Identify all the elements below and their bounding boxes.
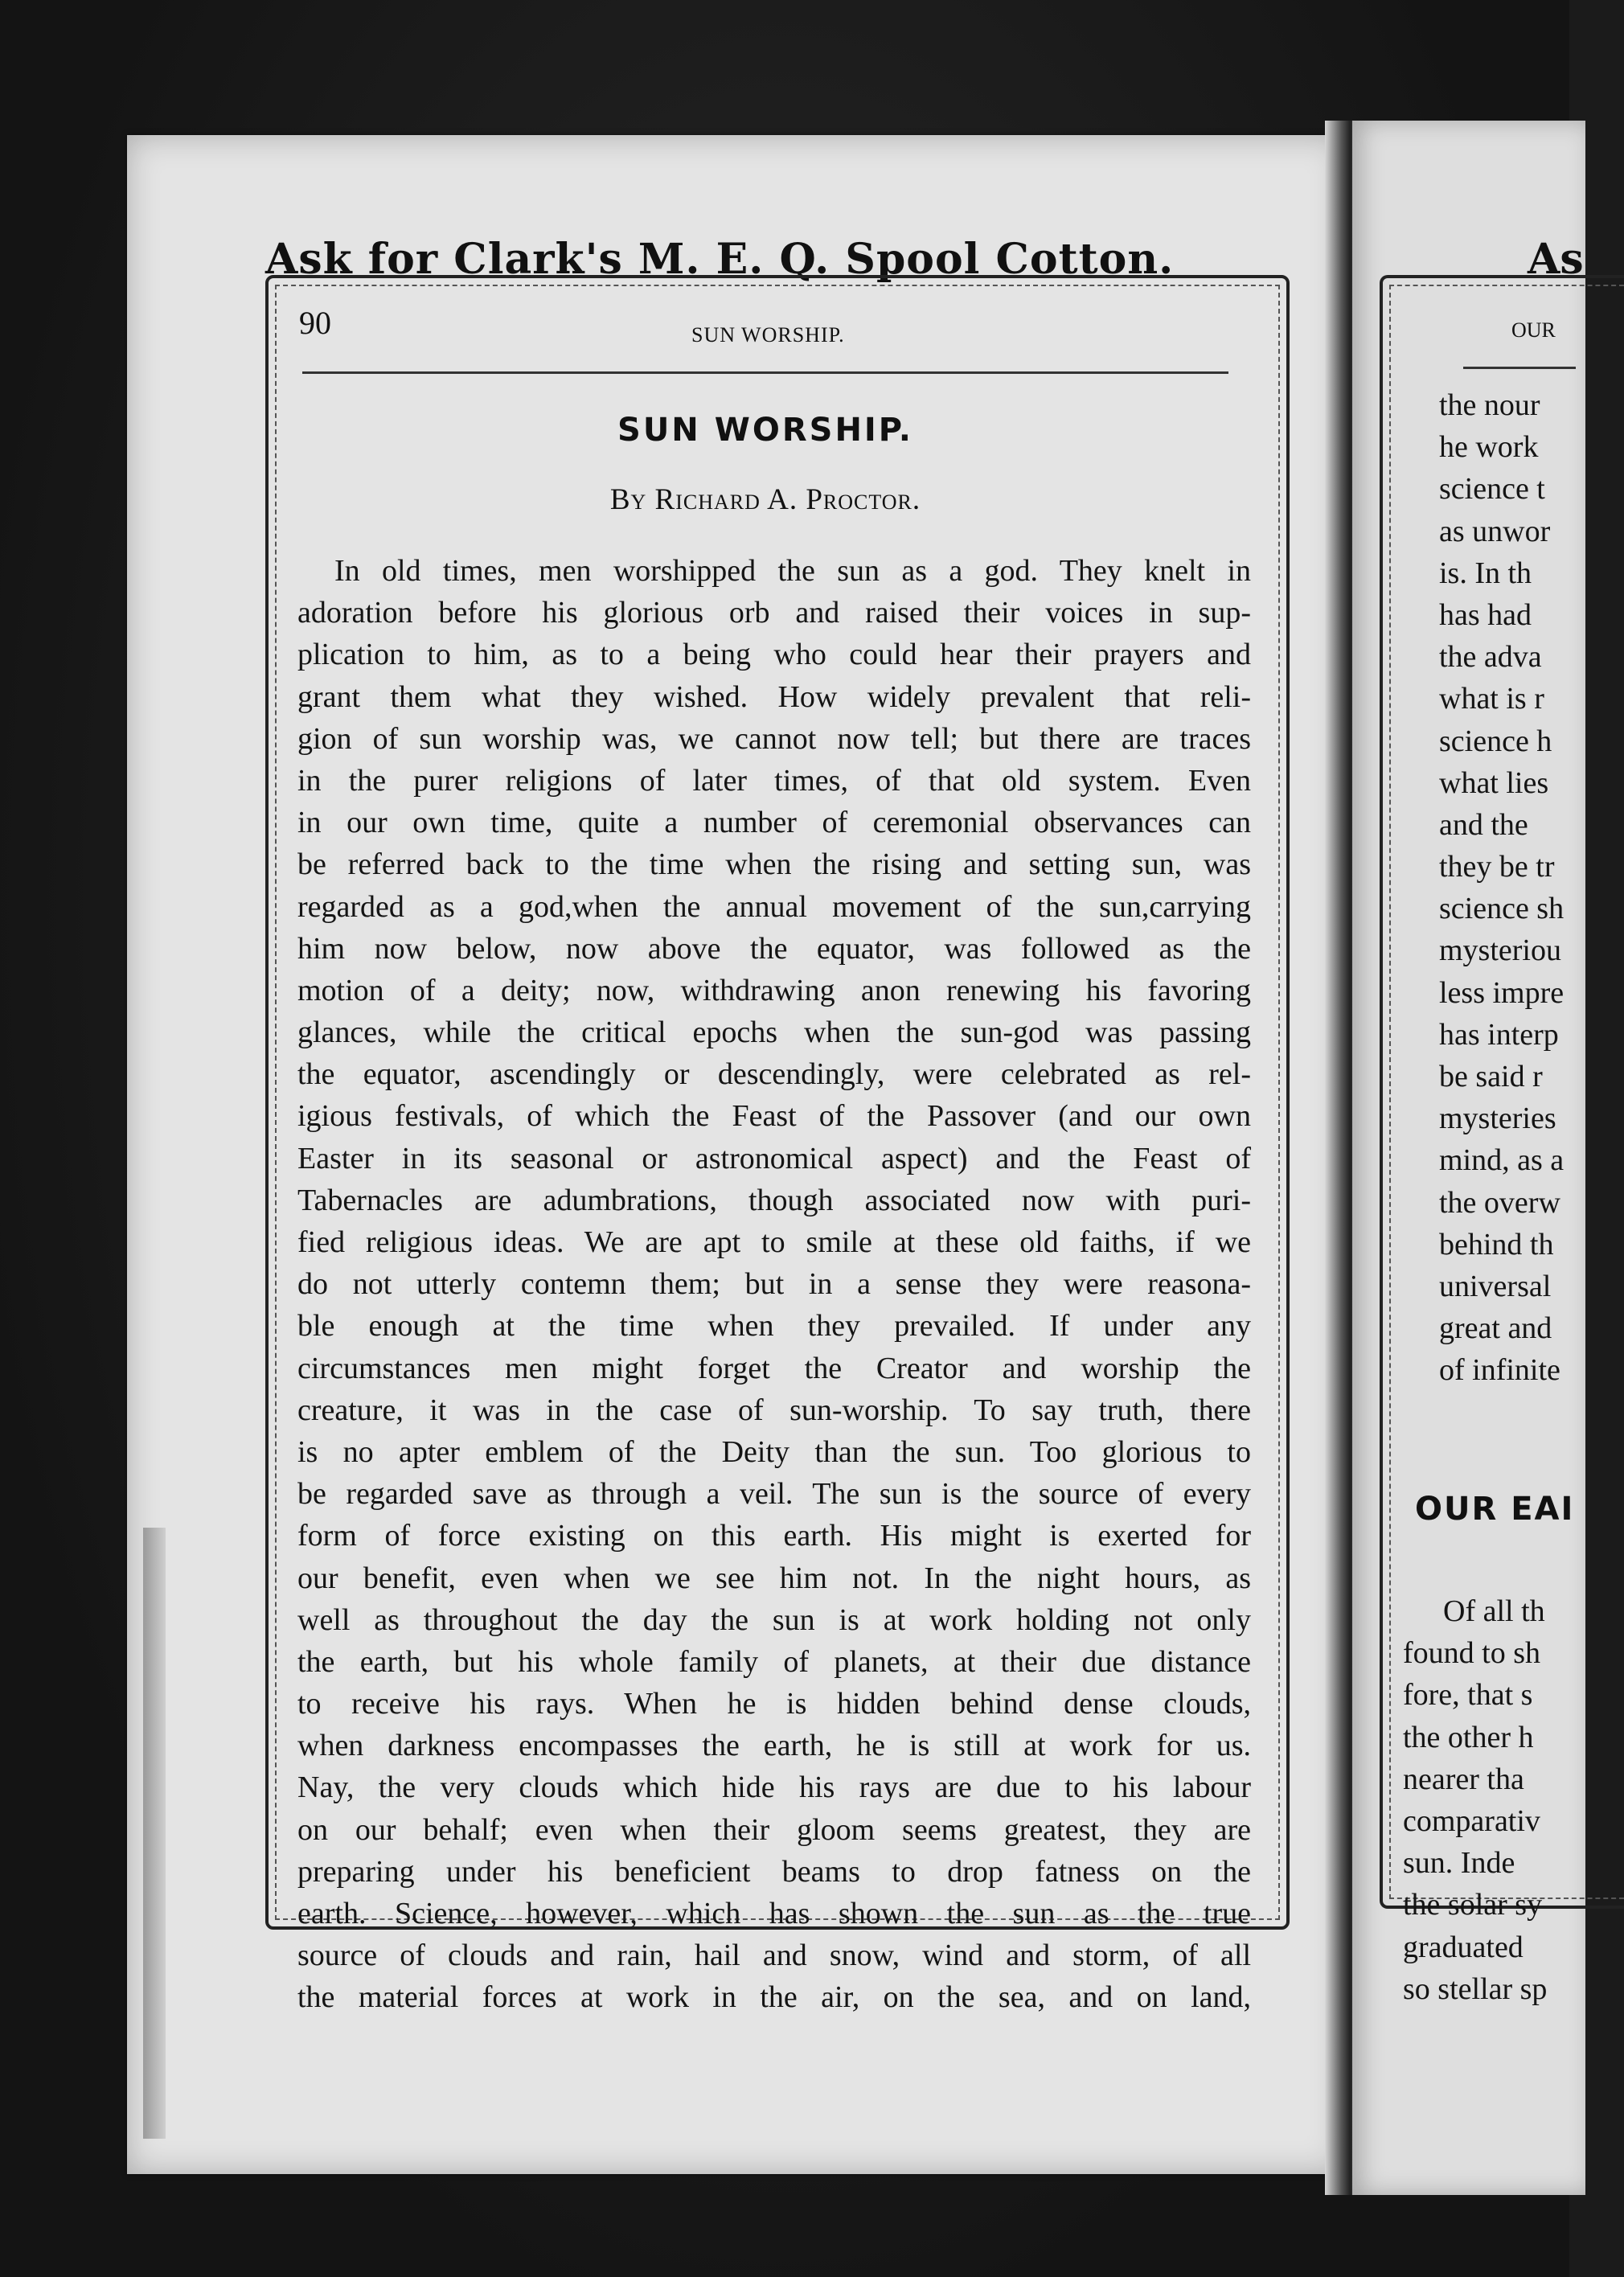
text-line: universal — [1439, 1269, 1552, 1303]
text-line: sun. Inde — [1403, 1846, 1515, 1881]
text-line: the equator, ascendingly or descendingly, were celebrated as rel- — [297, 1057, 1251, 1092]
text-line: him now below, now above the equator, was followed as the — [297, 931, 1251, 966]
text-line: of infinite — [1439, 1353, 1560, 1388]
text-line: fore, that s — [1403, 1678, 1533, 1713]
text-line: Nay, the very clouds which hide his rays are due to his labour — [297, 1770, 1251, 1805]
text-line: preparing under his beneficient beams to drop fatness on the — [297, 1854, 1251, 1889]
text-line: adoration before his glorious orb and raised their voices in sup- — [297, 596, 1251, 630]
text-line: be regarded save as through a veil. The sun is the source of every — [297, 1477, 1251, 1512]
text-line: comparativ — [1403, 1803, 1540, 1838]
text-line: as unwor — [1439, 514, 1551, 548]
text-line: source of clouds and rain, hail and snow, wind and storm, of all — [297, 1939, 1251, 1973]
running-head: SUN WORSHIP. — [691, 323, 845, 347]
text-line: mysteriou — [1439, 933, 1561, 968]
text-line: the earth, but his whole family of planets, at their due distance — [297, 1644, 1251, 1679]
text-line: Easter in its seasonal or astronomical aspect) and the Feast of — [297, 1141, 1251, 1175]
text-line: when darkness encompasses the earth, he is still at work for us. — [297, 1729, 1251, 1763]
text-line: grant them what they wished. How widely prevalent that reli- — [297, 679, 1251, 714]
text-line: has had — [1439, 597, 1532, 632]
text-line: has interp — [1439, 1017, 1559, 1052]
text-line: glances, while the critical epochs when the sun-god was passing — [297, 1015, 1251, 1050]
text-line: Tabernacles are adumbrations, though associated now with puri- — [297, 1183, 1251, 1217]
text-line: regarded as a god,when the annual movement of the sun,carrying — [297, 889, 1251, 924]
text-line: the solar sy — [1403, 1888, 1543, 1922]
text-line: is. In th — [1439, 556, 1532, 590]
text-line: he work — [1439, 430, 1539, 465]
text-line: our benefit, even when we see him not. In the night hours, as — [297, 1561, 1251, 1595]
text-line: they be tr — [1439, 850, 1555, 884]
text-line: what is r — [1439, 682, 1544, 716]
text-line: less impre — [1439, 975, 1565, 1010]
text-line: be referred back to the time when the rising and setting sun, was — [297, 847, 1251, 882]
text-line: the nour — [1439, 388, 1540, 422]
text-line: gion of sun worship was, we cannot now tell; but there are traces — [297, 721, 1251, 756]
page-edge-shading — [143, 1528, 166, 2139]
text-line: form of force existing on this earth. His might is exerted for — [297, 1519, 1251, 1553]
text-line: earth. Science, however, which has shown the sun as the true — [297, 1897, 1251, 1930]
text-line: mind, as a — [1439, 1143, 1565, 1178]
text-line: great and — [1439, 1311, 1552, 1346]
page-number: 90 — [299, 305, 331, 341]
text-line: science t — [1439, 472, 1545, 507]
section-heading-right: OUR EAI — [1415, 1491, 1575, 1528]
advertisement-header-right: As — [1528, 235, 1584, 284]
text-line: do not utterly contemn them; but in a sense they were reasona- — [297, 1267, 1251, 1302]
text-line: the other h — [1403, 1720, 1534, 1754]
text-line: well as throughout the day the sun is at work holding not only — [297, 1602, 1251, 1637]
text-line: so stellar sp — [1403, 1971, 1548, 2006]
text-line: in our own time, quite a number of ceremonial observances can — [297, 806, 1251, 840]
text-line: on our behalf; even when their gloom seems greatest, they are — [297, 1812, 1251, 1847]
text-line: graduated — [1403, 1930, 1524, 1964]
text-line: nearer tha — [1403, 1762, 1524, 1796]
header-rule-right — [1463, 367, 1576, 369]
text-line: igious festivals, of which the Feast of the Passover (and our own — [297, 1099, 1251, 1134]
advertisement-header: Ask for Clark's M. E. Q. Spool Cotton. — [265, 235, 1175, 284]
text-line: In old times, men worshipped the sun as a god. They knelt in — [334, 554, 1251, 588]
running-head-right: OUR — [1511, 318, 1556, 342]
text-line: Of all th — [1443, 1594, 1545, 1628]
text-line: found to sh — [1403, 1636, 1540, 1671]
text-line: and the — [1439, 807, 1528, 842]
text-line: the material forces at work in the air, on the sea, and on land, — [297, 1980, 1251, 2015]
text-line: mysteries — [1439, 1102, 1556, 1136]
text-line: fied religious ideas. We are apt to smile at these old faiths, if we — [297, 1225, 1251, 1259]
right-page-text-top — [1439, 384, 1564, 1392]
text-line: what lies — [1439, 765, 1549, 800]
text-line: ble enough at the time when they prevailed. If under any — [297, 1309, 1251, 1344]
article-body — [297, 550, 1251, 2019]
text-line: behind th — [1439, 1227, 1554, 1262]
text-line: in the purer religions of later times, of that old system. Even — [297, 763, 1251, 798]
article-title: SUN WORSHIP. — [617, 412, 913, 449]
text-line: plication to him, as to a being who could hear their prayers and — [297, 638, 1251, 672]
text-line: science sh — [1439, 892, 1565, 926]
author-byline: By Richard A. Proctor. — [609, 483, 921, 516]
text-line: creature, it was in the case of sun-worship. To say truth, there — [297, 1393, 1251, 1427]
text-line: circumstances men might forget the Creator and worship the — [297, 1351, 1251, 1385]
text-line: be said r — [1439, 1060, 1543, 1093]
text-line: motion of a deity; now, withdrawing anon renewing his favoring — [297, 973, 1251, 1007]
text-line: the overw — [1439, 1185, 1560, 1220]
right-page-text-bottom — [1403, 1590, 1547, 2010]
text-line: is no apter emblem of the Deity than the sun. Too glorious to — [297, 1434, 1251, 1469]
text-line: the adva — [1439, 640, 1542, 675]
header-rule — [302, 371, 1228, 374]
text-line: to receive his rays. When he is hidden behind dense clouds, — [297, 1687, 1251, 1721]
text-line: science h — [1439, 724, 1552, 758]
